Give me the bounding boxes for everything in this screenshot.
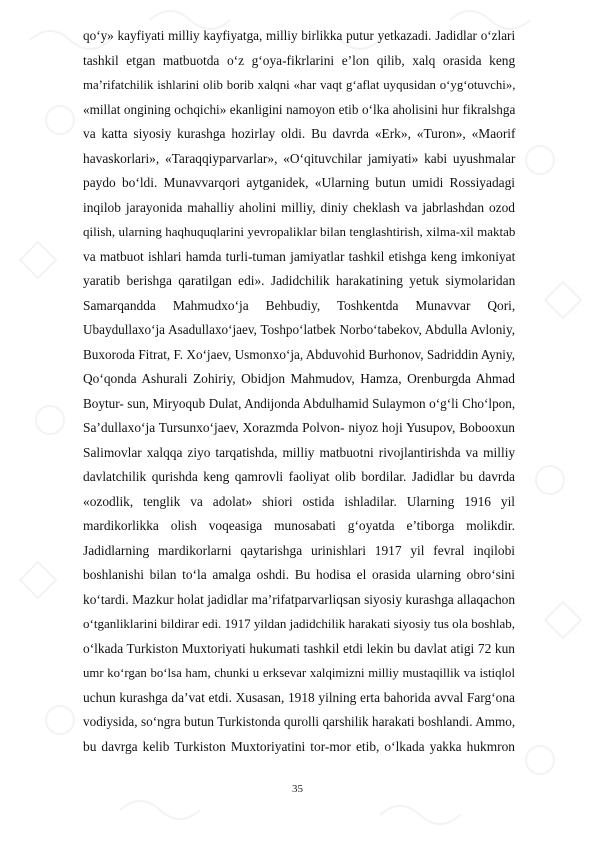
text-line: Boytur- sun, Miryoqub Dulat, Andijonda Abdulhamid Sulaymon o‘g‘li Cho‘lpon, [83,395,516,411]
text-line: inqilob jarayonida mahalliy aholini milliy, diniy cheklash va jabrlashdan ozod [83,199,515,215]
text-line: Samarqandda Mahmudxo‘ja Behbudiy, Toshkentda Munavvar Qori, [83,297,516,313]
text-line: boshlanishi bilan to‘la amalga oshdi. Bu hodisa el orasida ularning obro‘sini [83,567,515,582]
text-line: paydo bo‘ldi. Munavvarqori aytganidek, «Ularning butun umidi Rossiyadagi [83,175,515,190]
text-line: qilish, ularning haqhuquqlarini yevropaliklar bilan tenglashtirish, xilma-xil maktab [83,224,516,239]
text-line: Qo‘qonda Ashurali Zohiriy, Obidjon Mahmudov, Hamza, Orenburgda Ahmad [83,371,515,386]
text-line: Buxoroda Fitrat, F. Xo‘jaev, Usmonxo‘ja, Abduvohid Burhonov, Sadriddin Ayniy, [83,346,515,362]
page-number: 35 [292,783,303,795]
text-line: Jadidlarning mardikorlarni qaytarishga urinishlari 1917 yil fevral inqilobi [83,542,515,558]
body-text [83,26,515,761]
text-line: Salimovlar xalqqa ziyo tarqatishda, milliy matbuotni rivojlantirishda va milliy [83,444,516,460]
text-line: yaratib berishga qaratilgan edi». Jadidchilik harakatining yetuk siymolaridan [83,273,516,288]
text-line: Sa’dullaxo‘ja Tursunxo‘jaev, Xorazmda Polvon- niyoz hoji Yusupov, Bobooxun [83,420,515,435]
text-line: tashkil etgan matbuotda o‘z g‘oya-fikrlarini e’lon qilib, xalq orasida keng [83,52,516,68]
text-line: mardikorlikka olish voqeasiga munosabati g‘oyatda e’tiborga molikdir. [83,518,515,533]
text-line: vodiysida, so‘ngra butun Turkistonda qurolli qarshilik harakati boshlandi. Ammo, [83,714,516,729]
text-line: ma’rifatchilik ishlarini olib borib xalqni «har vaqt g‘aflat uyqusidan o‘yg‘otuvchi», [83,78,516,92]
text-line: o‘lkada Turkiston Muxtoriyati hukumati tashkil etdi lekin bu davlat atigi 72 kun [83,640,515,656]
text-line: davlatchilik qurishda keng qamrovli faoliyat olib bordilar. Jadidlar bu davrda [83,469,515,484]
text-line: havaskorlari», «Taraqqiyparvarlar», «O‘qituvchilar jamiyati» kabi uyushmalar [83,150,516,166]
text-line: va katta siyosiy kurashga hozirlay oldi. Bu davrda «Erk», «Turon», «Maorif [83,126,516,141]
text-line: «millat ongining ochqichi» ekanligini namoyon etib o‘lka aholisini hur fikralshga [83,101,516,117]
text-line: o‘tganliklarini bildirar edi. 1917 yildan jadidchilik harakati siyosiy tus ola boshlab, [83,616,515,631]
text-line: uchun kurashga da’vat etdi. Xusasan, 1918 yilning erta bahorida avval Farg‘ona [83,689,515,705]
text-line: ko‘tardi. Mazkur holat jadidlar ma’rifatparvarliqsan siyosiy kurashga allaqachon [83,591,516,607]
text-line: «ozodlik, tenglik va adolat» shiori ostida ishladilar. Ularning 1916 yil [83,493,516,509]
text-line: Ubaydullaxo‘ja Asadullaxo‘jaev, Toshpo‘latbek Norbo‘tabekov, Abdulla Avloniy, [83,322,515,337]
text-line: va matbuot ishlari hamda turli-tuman jamiyatlar tashkil etishga keng imkoniyat [83,248,516,264]
text-line: bu davrga kelib Turkiston Muxtoriyatini tor-mor etib, o‘lkada yakka hukmron [83,738,515,754]
text-line: umr ko‘rgan bo‘lsa ham, chunki u erksevar xalqimizni milliy mustaqillik va istiqlol [83,666,515,680]
text-line: qo‘y» kayfiyati milliy kayfiyatga, milliy birlikka putur yetkazadi. Jadidlar o‘zlari [83,28,516,43]
